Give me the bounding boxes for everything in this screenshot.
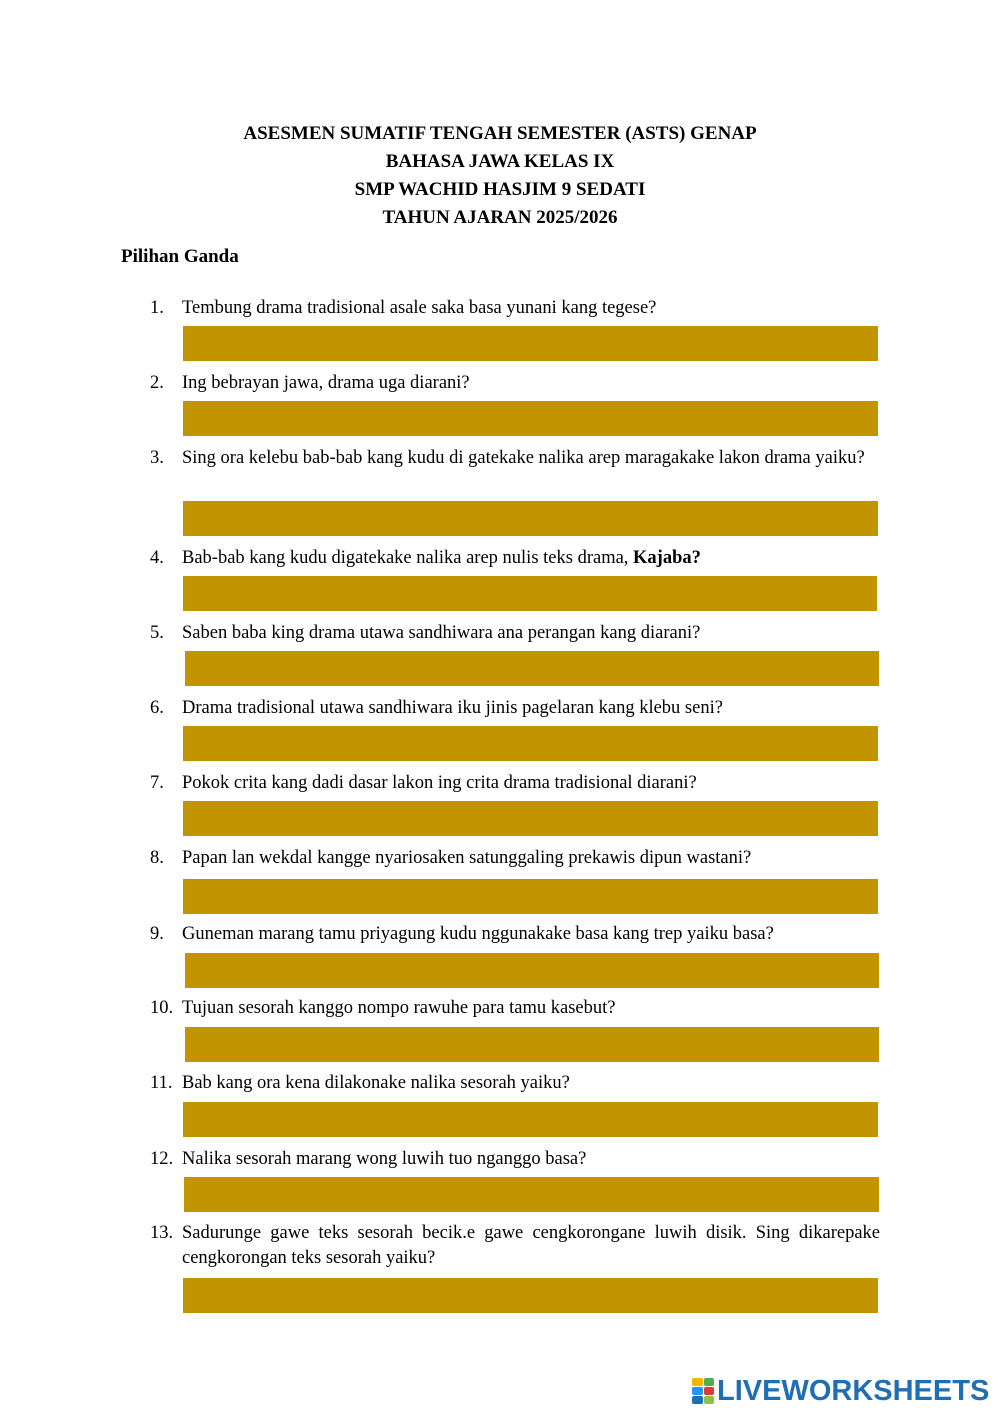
worksheet-header — [0, 120, 1000, 232]
answer-input-1[interactable] — [183, 326, 878, 361]
answer-input-8[interactable] — [183, 879, 878, 914]
question-number: 10. — [150, 998, 174, 1018]
answer-input-12[interactable] — [184, 1177, 879, 1212]
question-number: 7. — [150, 773, 164, 793]
section-title: Pilihan Ganda — [121, 246, 239, 267]
question-11 — [150, 1071, 880, 1096]
question-number: 4. — [150, 548, 164, 568]
liveworksheets-logo-text: LIVEWORKSHEETS — [717, 1374, 990, 1407]
question-number: 11. — [150, 1073, 173, 1093]
question-number: 1. — [150, 298, 164, 318]
question-number: 13. — [150, 1223, 174, 1243]
question-5 — [150, 621, 880, 646]
question-number: 2. — [150, 373, 164, 393]
answer-input-6[interactable] — [183, 726, 878, 761]
question-number: 3. — [150, 448, 164, 468]
question-text: Nalika sesorah marang wong luwih tuo nganggo basa? — [182, 1149, 587, 1169]
question-text: Sing ora kelebu bab-bab kang kudu di gatekake nalika arep maragakake lakon drama yaiku? — [182, 448, 865, 468]
question-4 — [150, 546, 880, 571]
question-8 — [150, 846, 880, 871]
answer-input-5[interactable] — [185, 651, 879, 686]
question-7 — [150, 771, 880, 796]
liveworksheets-logo — [692, 1374, 989, 1408]
question-text-bold: Kajaba? — [633, 548, 701, 568]
question-text-main: Bab-bab kang kudu digatekake nalika arep nulis teks drama, — [182, 548, 634, 568]
question-text: Sadurunge gawe teks sesorah becik.e gawe cengkorongane luwih disik. Sing dikarepake cengkorongan teks sesorah yaiku? — [182, 1223, 880, 1268]
question-number: 5. — [150, 623, 164, 643]
question-2 — [150, 371, 880, 396]
answer-input-2[interactable] — [183, 401, 878, 436]
question-text: Bab kang ora kena dilakonake nalika sesorah yaiku? — [182, 1073, 570, 1093]
question-13 — [150, 1221, 880, 1271]
answer-input-9[interactable] — [185, 953, 879, 988]
question-text — [182, 546, 880, 571]
question-text: Papan lan wekdal kangge nyariosaken satunggaling prekawis dipun wastani? — [182, 848, 752, 868]
question-10 — [150, 996, 880, 1021]
question-text: Saben baba king drama utawa sandhiwara ana perangan kang diarani? — [182, 623, 701, 643]
answer-input-7[interactable] — [183, 801, 878, 836]
liveworksheets-logo-icon — [692, 1378, 714, 1404]
question-number: 8. — [150, 848, 164, 868]
question-3 — [150, 446, 880, 471]
question-text: Guneman marang tamu priyagung kudu nggunakake basa kang trep yaiku basa? — [182, 924, 774, 944]
question-12 — [150, 1147, 880, 1172]
question-text: Tembung drama tradisional asale saka basa yunani kang tegese? — [182, 298, 657, 318]
question-text: Drama tradisional utawa sandhiwara iku jinis pagelaran kang klebu seni? — [182, 698, 723, 718]
answer-input-3[interactable] — [183, 501, 878, 536]
question-number: 12. — [150, 1149, 174, 1169]
answer-input-13[interactable] — [183, 1278, 878, 1313]
header-line-1: ASESMEN SUMATIF TENGAH SEMESTER (ASTS) GENAP — [243, 123, 757, 144]
question-1 — [150, 296, 880, 321]
answer-input-4[interactable] — [183, 576, 877, 611]
question-number: 6. — [150, 698, 164, 718]
answer-input-10[interactable] — [185, 1027, 879, 1062]
answer-input-11[interactable] — [183, 1102, 878, 1137]
question-text: Ing bebrayan jawa, drama uga diarani? — [182, 373, 470, 393]
question-text: Pokok crita kang dadi dasar lakon ing crita drama tradisional diarani? — [182, 773, 697, 793]
question-9 — [150, 922, 880, 947]
header-line-4: TAHUN AJARAN 2025/2026 — [382, 207, 618, 228]
header-line-3: SMP WACHID HASJIM 9 SEDATI — [354, 179, 646, 200]
question-6 — [150, 696, 880, 721]
question-text: Tujuan sesorah kanggo nompo rawuhe para tamu kasebut? — [182, 998, 616, 1018]
question-number: 9. — [150, 924, 164, 944]
header-line-2: BAHASA JAWA KELAS IX — [385, 151, 615, 172]
